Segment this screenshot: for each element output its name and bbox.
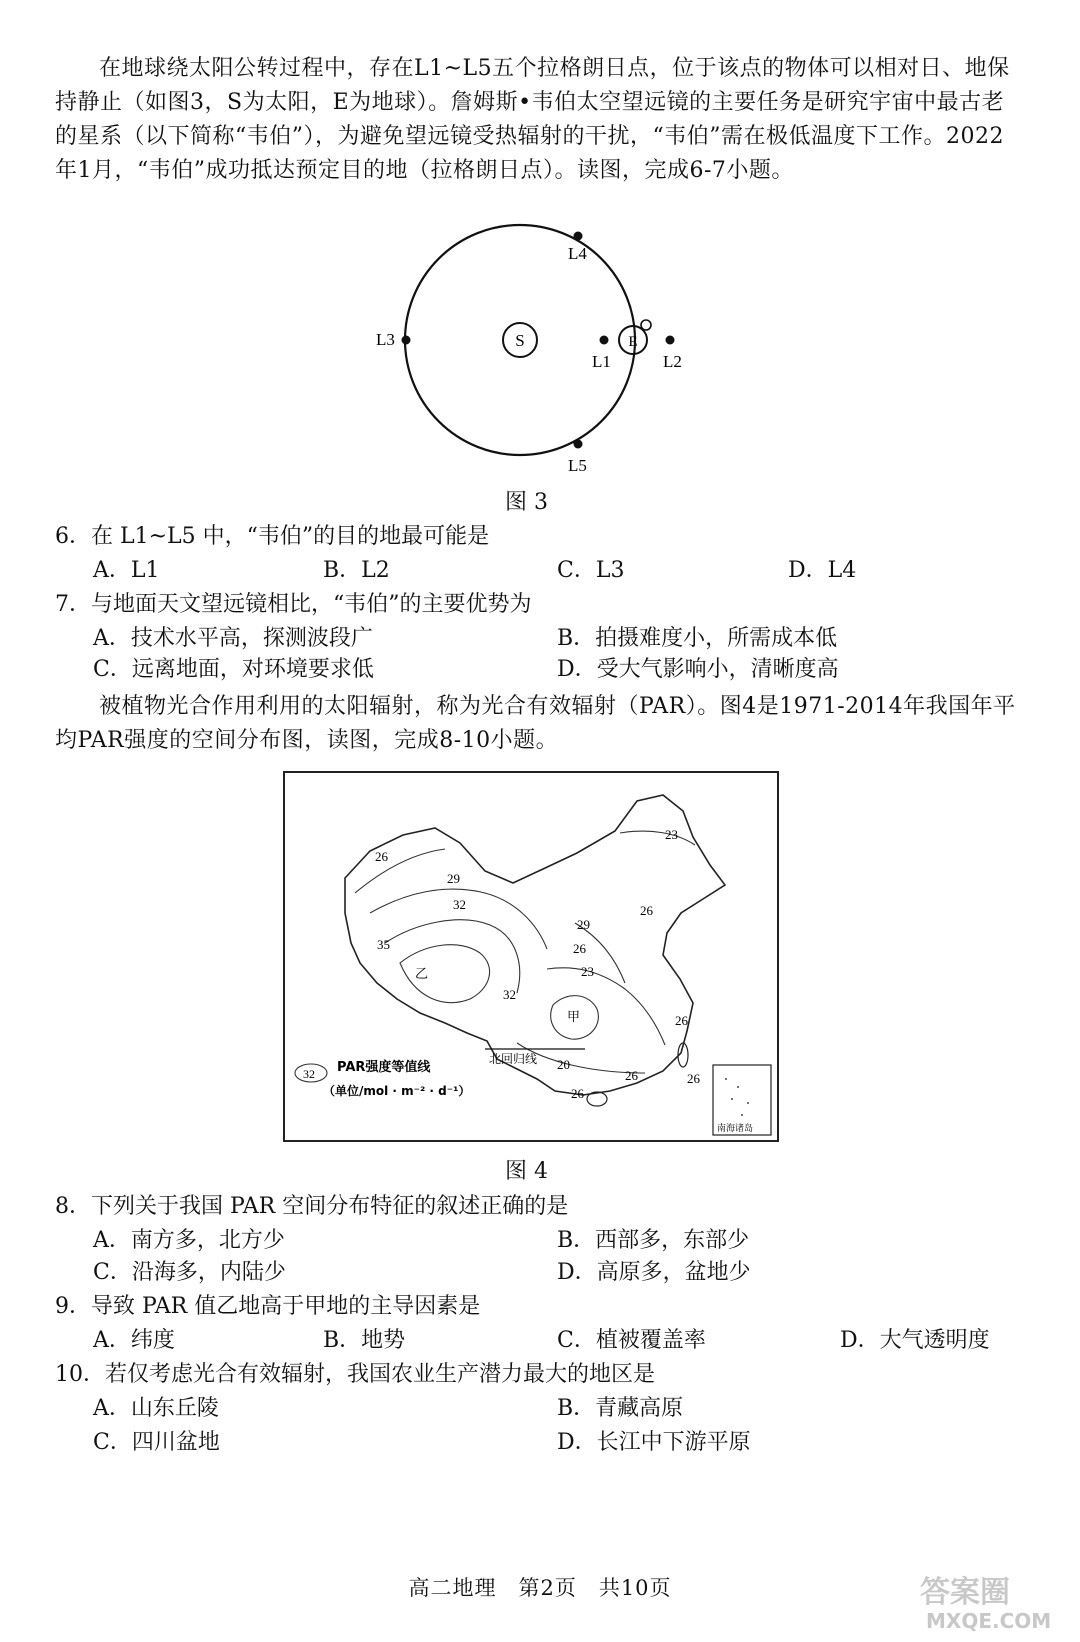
inset-label: 南海诸岛 [717,1124,754,1134]
q7-option-c: C．远离地面，对环境要求低 [93,657,374,682]
question-8-stem: 8．下列关于我国 PAR 空间分布特征的叙述正确的是 [55,1194,569,1219]
q9-option-a: A．纬度 [93,1328,175,1353]
legend-sample-label: 32 [303,1067,315,1081]
q10-option-a: A．山东丘陵 [93,1396,219,1421]
contour-label: 23 [665,827,678,842]
question-7-stem: 7．与地面天文望远镜相比，“韦伯”的主要优势为 [55,592,532,617]
q6-option-d: D．L4 [788,558,857,583]
figure-4-map [283,771,779,1142]
q6-option-b: B．L2 [323,558,390,583]
hainan-island [587,1092,607,1106]
contour-label: 26 [571,1086,584,1101]
l5-point [574,440,583,449]
contour-label: 35 [377,937,390,952]
contour-label: 26 [675,1013,688,1028]
q6-option-a: A．L1 [93,558,160,583]
contour-label: 32 [453,897,466,912]
question-9-stem: 9．导致 PAR 值乙地高于甲地的主导因素是 [55,1294,481,1319]
watermark-logo [916,1568,1066,1634]
q7-option-d: D．受大气影响小，清晰度高 [557,657,839,682]
contour-label: 26 [687,1071,700,1086]
contour-label: 26 [375,849,388,864]
l4-point [574,232,583,241]
l1-label: L1 [592,352,611,371]
place-label-yi: 乙 [415,967,429,982]
earth-label: E [628,334,638,350]
q10-option-d: D．长江中下游平原 [557,1430,751,1455]
figure-4-caption: 图 4 [505,1159,548,1184]
l2-label: L2 [663,352,682,371]
moon-dot [641,320,651,330]
contour-label: 23 [581,964,594,979]
contour-label: 26 [625,1068,638,1083]
contour-35 [400,945,490,1003]
tropic-label: 北回归线 [489,1052,538,1066]
contour-26-nw [355,849,445,893]
question-10-stem: 10．若仅考虑光合有效辐射，我国农业生产潜力最大的地区是 [55,1362,655,1387]
place-label-jia: 甲 [567,1010,581,1025]
intro-paragraph-2: 被植物光合作用利用的太阳辐射，称为光合有效辐射（PAR）。图4是1971-2014年我国年平均PAR强度的空间分布图，读图，完成8-10小题。 [55,694,1016,753]
q8-option-a: A．南方多，北方少 [93,1228,285,1253]
figure-3-lagrange-diagram [340,215,740,495]
l2-point [666,336,675,345]
l3-label: L3 [376,330,395,349]
q10-option-b: B．青藏高原 [557,1396,684,1421]
contour-label: 26 [573,941,586,956]
svg-text:MXQE.COM: MXQE.COM [926,1609,1052,1633]
contour-label: 26 [640,903,653,918]
figure-3-caption: 图 3 [505,490,548,515]
contour-23-ne [620,831,695,845]
l5-label: L5 [568,456,587,475]
q9-option-d: D．大气透明度 [840,1328,990,1353]
l3-point [402,336,411,345]
q7-option-a: A．技术水平高，探测波段广 [93,626,373,651]
legend-title: PAR强度等值线 [337,1060,431,1075]
intro-paragraph-1: 在地球绕太阳公转过程中，存在L1~L5五个拉格朗日点，位于该点的物体可以相对日、地保持静止（如图3，S为太阳，E为地球）。詹姆斯•韦伯太空望远镜的主要任务是研究宇宙中最古老的星系（以下简称“韦伯”），为避免望远镜受热辐射的干扰，“韦伯”需在极低温度下工作。2022年1月，“韦伯”成功抵达预定目的地（拉格朗日点）。读图，完成6-7小题。 [55,56,1010,183]
q8-option-c: C．沿海多，内陆少 [93,1260,286,1285]
contour-32 [385,920,520,993]
contour-label: 29 [577,917,590,932]
l1-point [600,336,609,345]
contour-label: 32 [503,987,516,1002]
q9-option-b: B．地势 [323,1328,406,1353]
contour-label: 29 [447,871,460,886]
par-map-svg [285,773,777,1140]
legend-unit: （单位/mol · m⁻² · d⁻¹） [323,1084,471,1098]
l4-label: L4 [568,244,587,263]
q8-option-d: D．高原多，盆地少 [557,1260,751,1285]
page-footer: 高二地理 第2页 共10页 [408,1576,672,1600]
question-6-stem: 6．在 L1~L5 中，“韦伯”的目的地最可能是 [55,524,490,549]
q9-option-c: C．植被覆盖率 [557,1328,706,1353]
q10-option-c: C．四川盆地 [93,1430,220,1455]
q6-option-c: C．L3 [557,558,625,583]
contour-label: 20 [557,1057,570,1072]
svg-text:答案圈: 答案圈 [920,1575,1010,1610]
q8-option-b: B．西部多，东部少 [557,1228,750,1253]
contour-23-mid [547,968,665,1045]
sun-label: S [515,331,525,350]
q7-option-b: B．拍摄难度小，所需成本低 [557,626,838,651]
